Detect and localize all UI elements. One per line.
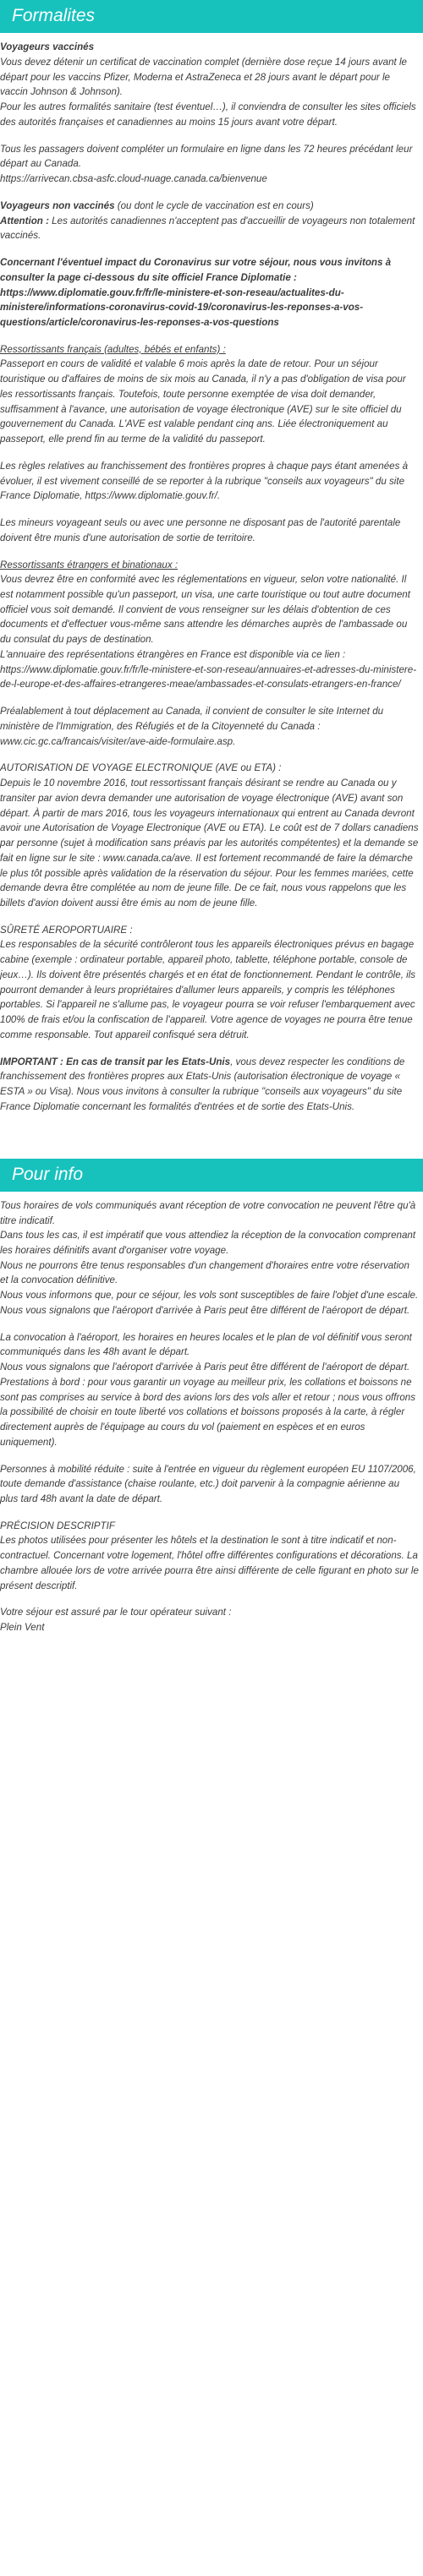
french-nationals-heading: Ressortissants français (adultes, bébés et enfants) :	[0, 343, 226, 355]
us-transit-paragraph	[0, 1055, 420, 1115]
flight-times-text-4: Nous vous informons que, pour ce séjour, les vols sont susceptibles de faire l'objet d'une escale.	[0, 1290, 419, 1302]
airport-security-heading: SÛRETÉ AEROPORTUAIRE :	[0, 924, 133, 936]
unvaccinated-travellers-heading: Voyageurs non vaccinés	[0, 199, 115, 211]
eta-text: Depuis le 10 novembre 2016, tout ressortissant français désirant se rendre au Canada ou y transiter par avion devra demander une autorisation de voyage électronique (AVE) avant son départ. À partir de mars 2016, tous les voyageurs internationaux qui entrent au Canada devront avoir une Autorisation de Voyage Electronique (AVE ou ETA). Le coût est de 7 dollars canadiens par personne (sujet à modification sans préavis par les autorités compétentes) et la demande se fait en ligne sur le site : www.canada.ca/ave. Il est fortement recommandé de faire la démarche le plus tôt possible après validation de la réservation du séjour. Pour les femmes mariées, cette demande devra être complétée au nom de jeune fille. De ce fait, nous vous rappelons que les billets d'avion doivent aussi être émis au nom de jeune fille.	[0, 778, 419, 909]
onboard-services-text: Prestations à bord : pour vous garantir un voyage au meilleur prix, les collations et boissons ne sont pas comprises au service à bord des avions lors des vols aller et retour ; nous vous offrons la possibilité de choisir en toute liberté vos collations et boissons proposés à la carte, à régler directement auprès de l'équipage au cours du vol (paiement en espèces et en euros uniquement).	[0, 1376, 416, 1448]
description-precision-heading: PRÉCISION DESCRIPTIF	[0, 1520, 115, 1531]
airport-security-paragraph	[0, 923, 420, 1043]
tour-operator-text: Votre séjour est assuré par le tour opérateur suivant :	[0, 1607, 232, 1618]
unvaccinated-note: (ou dont le cycle de vaccination est en cours)	[114, 199, 314, 211]
pour-info-section	[0, 1159, 423, 1649]
coronavirus-impact-text: Concernant l'éventuel impact du Coronavirus sur votre séjour, nous vous invitons à consulter la page ci-dessous du site officiel France Diplomatie : https://www.diplomatie.gouv.fr/fr/le-ministere-et-son-reseau/actualites-du-ministere/informations-coronavirus-covid-19/coronavirus-les-reponses-a-vos-questions/article/coronavirus-les-reponses-a-vos-questions	[0, 257, 392, 328]
reduced-mobility-text: Personnes à mobilité réduite : suite à l'entrée en vigueur du règlement européen EU 1107/2006, toute demande d'assistance (chaise roulante, etc.) doit parvenir à la compagnie aérienne au plus tard 48h avant la date de départ.	[0, 1463, 416, 1504]
vaccinated-travellers-heading: Voyageurs vaccinés	[0, 41, 95, 53]
reduced-mobility-paragraph	[0, 1462, 420, 1507]
french-nationals-text: Passeport en cours de validité et valable 6 mois après la date de retour. Pour un séjour touristique ou d'affaires de moins de six mois au Canada, il n'y a pas d'obligation de visa pour les ressortissants français. Toutefois, toute personne exemptée de visa doit demander, suffisamment à l'avance, une autorisation de voyage électronique (AVE) sur le site officiel du gouvernement du Canada. L'AVE est valable pendant cinq ans. Liée électroniquement au passeport, elle prend fin au terme de la validité du passeport.	[0, 358, 406, 445]
immigration-site-paragraph	[0, 704, 420, 749]
formalites-section	[0, 0, 423, 1128]
border-rules-paragraph	[0, 459, 420, 504]
flight-times-paragraph	[0, 1198, 420, 1318]
description-precision-text: Les photos utilisées pour présenter les hôtels et la destination le sont à titre indicatif et non-contractuel. Concernant votre logement, l'hôtel offre différentes configurations et décorations. La chambre allouée lors de votre arrivée pourra être ainsi différente de celle figurant en photo sur le présent descriptif.	[0, 1535, 419, 1591]
flight-times-text-1: Tous horaires de vols communiqués avant réception de votre convocation ne peuvent l'être qu'à titre indicatif.	[0, 1199, 416, 1226]
flight-times-text-3: Nous ne pourrons être tenus responsables d'un changement d'horaires entre votre réservation et la convocation définitive.	[0, 1259, 409, 1286]
tour-operator-paragraph	[0, 1605, 420, 1635]
vaccinated-travellers-paragraph	[0, 40, 420, 129]
vaccination-certificate-text: Vous devez détenir un certificat de vaccination complet (dernière dose reçue 14 jours avant le départ pour les vaccins Pfizer, Moderna et AstraZeneca et 28 jours avant le départ pour le vaccin Johnson & Johnson).	[0, 56, 407, 98]
french-nationals-paragraph	[0, 342, 420, 447]
flight-times-text-2: Dans tous les cas, il est impératif que vous attendiez la réception de la convocation comprenant les horaires définitifs avant d'organiser votre voyage.	[0, 1230, 416, 1256]
airport-convocation-text-2: Nous vous signalons que l'aéroport d'arrivée à Paris peut être différent de l'aéroport de départ.	[0, 1362, 410, 1373]
us-transit-text: , vous devez respecter les conditions de franchissement des frontières propres aux Etats-Unis (autorisation électronique de voyage « ESTA » ou Visa). Nous vous invitons à consulter la rubrique "conseils aux voyageurs" du site France Diplomatie concernant les formalités d'entrées et de sortie des Etats-Unis.	[0, 1056, 405, 1112]
airport-security-text: Les responsables de la sécurité contrôleront tous les appareils électroniques prévus en bagage cabine (exemple : ordinateur portable, appareil photo, tablette, téléphone portable, console de jeux…). Ils doivent être présentés chargés et en état de fonctionnement. Pendant le contrôle, ils pourront demander à leurs propriétaires d'allumer leurs appareils, y compris les téléphones portables. Si l'appareil ne s'allume pas, le voyageur pourra se voir refuser l'embarquement avec 100% de frais et/ou la confiscation de l'appareil. Votre agence de voyages ne pourra être tenue comme responsable. Tout appareil confisqué sera détruit.	[0, 939, 416, 1040]
foreign-nationals-paragraph	[0, 558, 420, 693]
foreign-nationals-text: Vous devrez être en conformité avec les réglementations en vigueur, selon votre nationalité. Il est notamment possible qu'un passeport, un visa, une carte touristique ou tout autre document officiel vous soit demandé. Il convient de vous renseigner sur les délais d'obtention de ces documents et d'effectuer vous-même sans attendre les démarches auprès de l'ambassade ou du consulat du pays de destination.	[0, 574, 410, 646]
arrivecan-link[interactable]: https://arrivecan.cbsa-asfc.cloud-nuage.canada.ca/bienvenue	[0, 173, 267, 185]
foreign-nationals-heading: Ressortissants étrangers et binationaux :	[0, 559, 179, 570]
online-form-text: Tous les passagers doivent compléter un formulaire en ligne dans les 72 heures précédant leur départ au Canada.	[0, 143, 413, 170]
formalites-title: Formalites	[0, 0, 423, 33]
coronavirus-impact-paragraph	[0, 255, 420, 330]
airport-convocation-text-1: La convocation à l'aéroport, les horaires en heures locales et le plan de vol définitif vous seront communiqués dans les 48h avant le départ.	[0, 1331, 412, 1358]
unvaccinated-travellers-paragraph	[0, 199, 420, 243]
pour-info-title: Pour info	[0, 1159, 423, 1192]
eta-paragraph	[0, 761, 420, 910]
attention-text: Les autorités canadiennes n'acceptent pas d'accueillir de voyageurs non totalement vaccinés.	[0, 215, 415, 242]
tour-operator-name: Plein Vent	[0, 1622, 45, 1634]
airport-convocation-paragraph	[0, 1330, 420, 1450]
immigration-site-text: Préalablement à tout déplacement au Canada, il convient de consulter le site Internet du ministère de l'Immigration, des Réfugiés et de la Citoyenneté du Canada : www.cic.gc.ca/francais/visiter/ave-aide-formulaire.asp.	[0, 706, 384, 747]
minors-text: Les mineurs voyageant seuls ou avec une personne ne disposant pas de l'autorité parentale doivent être munis d'une autorisation de sortie de territoire.	[0, 517, 401, 543]
minors-paragraph	[0, 516, 420, 545]
description-precision-paragraph	[0, 1519, 420, 1594]
eta-heading: AUTORISATION DE VOYAGE ELECTRONIQUE (AVE ou ETA) :	[0, 762, 282, 774]
border-rules-text: Les règles relatives au franchissement des frontières propres à chaque pays étant amenées à évoluer, il est vivement conseillé de se reporter à la rubrique "conseils aux voyageurs" du site France Diplomatie, https://www.diplomatie.gouv.fr/.	[0, 460, 409, 502]
us-transit-label: IMPORTANT : En cas de transit par les Etats-Unis	[0, 1056, 231, 1067]
attention-label: Attention :	[0, 215, 49, 226]
pour-info-body	[0, 1192, 423, 1649]
foreign-representations-text: L'annuaire des représentations étrangères en France est disponible via ce lien : https://www.diplomatie.gouv.fr/fr/le-ministere-et-son-reseau/annuaires-et-adresses-du-ministere-de-l-europe-et-des-affaires-etrangeres-meae/ambassades-et-consulats-etrangers-en-france/	[0, 648, 417, 690]
sanitary-formalities-text: Pour les autres formalités sanitaire (test éventuel…), il conviendra de consulter les sites officiels des autorités françaises et canadiennes au moins 15 jours avant votre départ.	[0, 101, 416, 128]
flight-times-text-5: Nous vous signalons que l'aéroport d'arrivée à Paris peut être différent de l'aéroport de départ.	[0, 1304, 410, 1316]
online-form-paragraph	[0, 142, 420, 187]
formalites-body	[0, 33, 423, 1127]
